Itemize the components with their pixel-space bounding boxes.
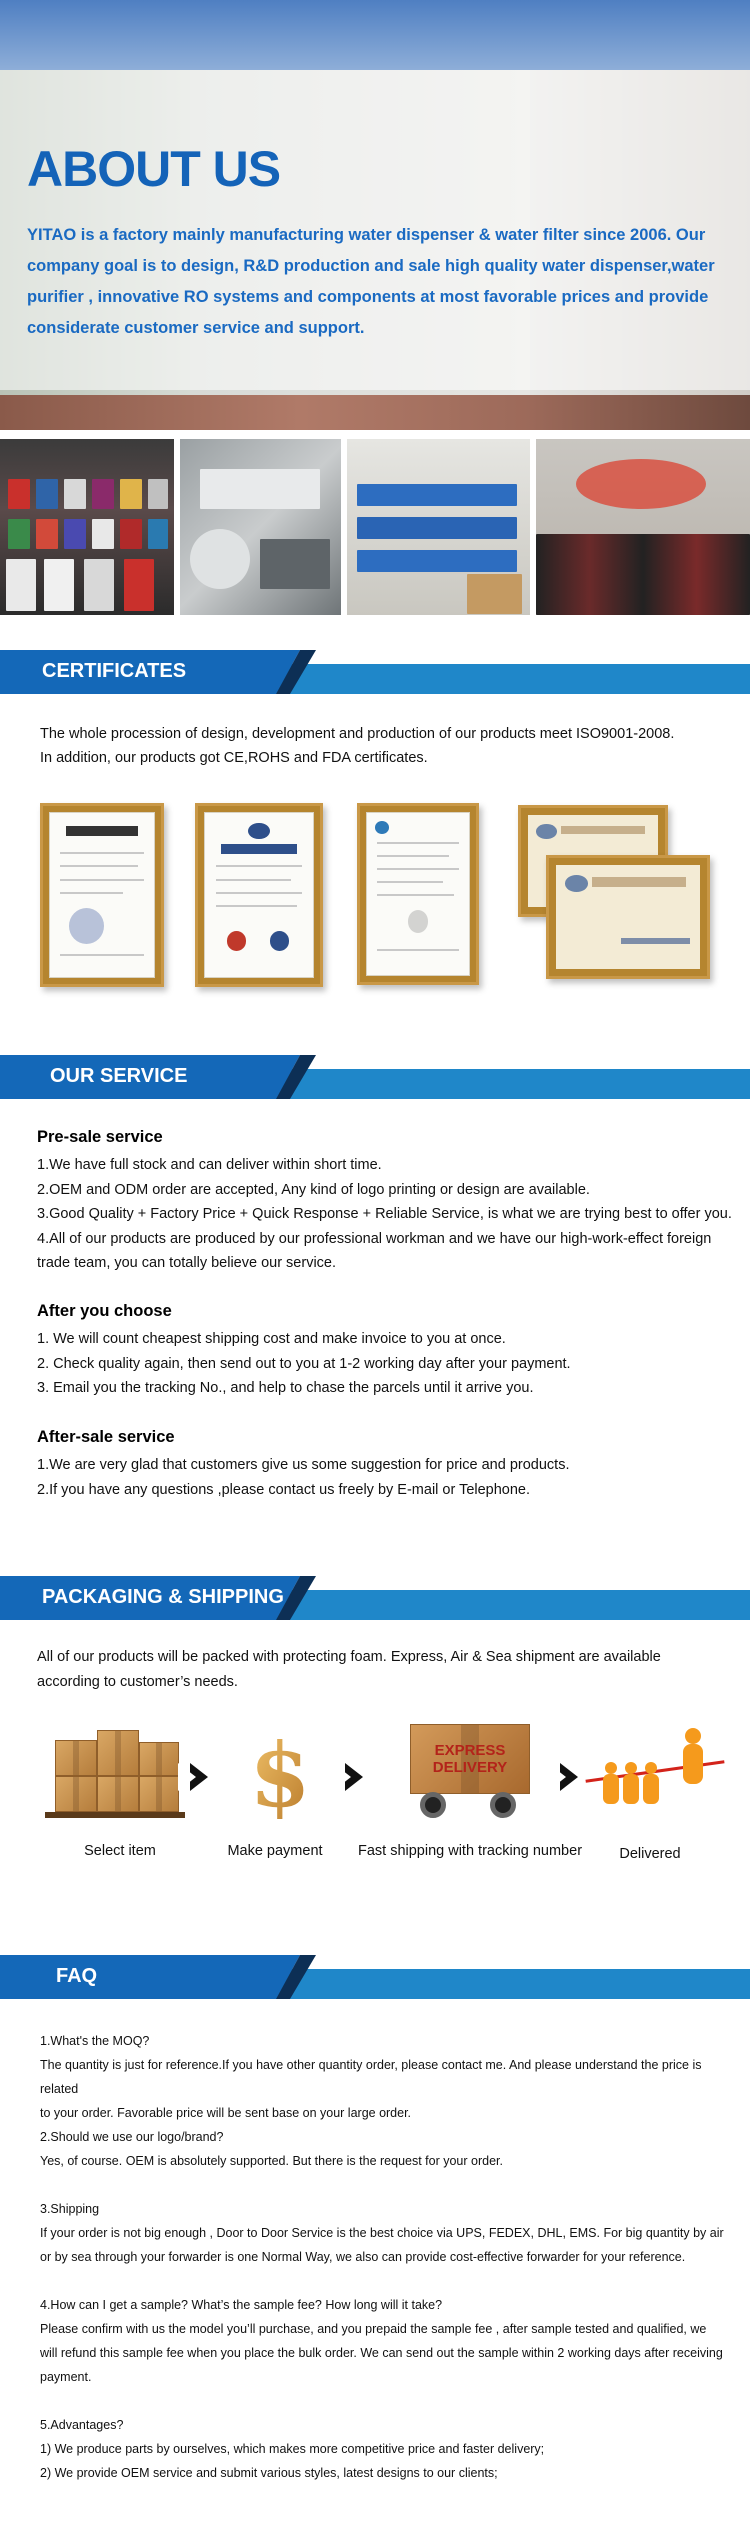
our-service-title: OUR SERVICE bbox=[50, 1065, 188, 1087]
packaging-text bbox=[37, 1645, 717, 1694]
service-line: 2. Check quality again, then send out to you at 1-2 working day after your payment. bbox=[37, 1355, 571, 1372]
about-us-text: YITAO is a factory mainly manufacturing water dispenser & water filter since 2006. Our company goal is to design, R&D production and sale high quality water dispenser,water purifier , innovative RO systems and components at most favorable prices and provide considerate customer service and support. bbox=[27, 226, 715, 337]
team-photo bbox=[536, 439, 750, 615]
membership-certificate-front bbox=[546, 855, 710, 979]
pre-sale-service bbox=[37, 1128, 737, 1276]
service-line: 1.We are very glad that customers give us some suggestion for price and products. bbox=[37, 1457, 570, 1473]
faq-answer: to your order. Favorable price will be sent base on your large order. bbox=[40, 2106, 412, 2120]
step-make-payment: Make payment bbox=[227, 1843, 323, 1859]
assembly-line-photo bbox=[180, 439, 341, 615]
faq-answer: The quantity is just for reference.If you have other quantity order, please contact me. And please understand the price is related bbox=[40, 2058, 702, 2096]
faq-item bbox=[40, 2413, 730, 2485]
service-line: 3. Email you the tracking No., and help to chase the parcels until it arrive you. bbox=[37, 1380, 534, 1396]
faq-answer: 2) We provide OEM service and submit various styles, latest designs to our clients; bbox=[40, 2466, 498, 2480]
service-line: 4.All of our products are produced by our professional workman and we have our high-work-effect foreign bbox=[37, 1230, 712, 1247]
certificates-text bbox=[40, 722, 730, 770]
faq-answer: payment. bbox=[40, 2370, 92, 2384]
our-service-header bbox=[0, 1055, 750, 1099]
faq-item bbox=[40, 2029, 730, 2125]
faq-answer: If your order is not big enough , Door to Door Service is the best choice via UPS, FEDEX, DHL, EMS. For big quantity by air bbox=[40, 2226, 724, 2240]
faq-question: 3.Shipping bbox=[40, 2202, 100, 2216]
pre-sale-heading: Pre-sale service bbox=[37, 1128, 163, 1146]
faq-item bbox=[40, 2197, 730, 2269]
arrow-right-icon bbox=[560, 1763, 578, 1791]
faq-answer: Yes, of course. OEM is absolutely supported. But there is the request for your order. bbox=[40, 2154, 503, 2168]
service-line: 1.We have full stock and can deliver within short time. bbox=[37, 1157, 382, 1173]
faq-item bbox=[40, 2125, 730, 2173]
truck-text-line: EXPRESS bbox=[434, 1742, 506, 1759]
faq-question: 5.Advantages? bbox=[40, 2418, 124, 2432]
packaging-shipping-title: PACKAGING & SHIPPING bbox=[42, 1586, 284, 1608]
certificates-line: The whole procession of design, development and production of our products meet ISO9001-2008. bbox=[40, 726, 675, 742]
delivered-icon bbox=[585, 1722, 725, 1822]
packaging-line: according to customer’s needs. bbox=[37, 1673, 238, 1690]
showroom-photo bbox=[0, 439, 174, 615]
warehouse-photo bbox=[347, 439, 530, 615]
arrow-right-icon bbox=[345, 1763, 363, 1791]
packaging-shipping-header bbox=[0, 1576, 750, 1620]
faq-question: 1.What's the MOQ? bbox=[40, 2034, 150, 2048]
after-sale-service bbox=[37, 1428, 737, 1502]
faq-header bbox=[0, 1955, 750, 1999]
service-line: 1. We will count cheapest shipping cost and make invoice to you at once. bbox=[37, 1331, 506, 1347]
certificates-title: CERTIFICATES bbox=[42, 660, 187, 682]
certificates-line: In addition, our products got CE,ROHS and FDA certificates. bbox=[40, 750, 428, 766]
faq-item bbox=[40, 2293, 730, 2389]
banner-ground bbox=[0, 395, 750, 430]
after-you-choose bbox=[37, 1302, 737, 1401]
service-line: 2.OEM and ODM order are accepted, Any kind of logo printing or design are available. bbox=[37, 1181, 590, 1198]
faq-answer: will refund this sample fee when you place the bulk order. We can send out the sample within 2 working days after receiving bbox=[40, 2346, 723, 2360]
step-select-item: Select item bbox=[84, 1843, 156, 1859]
sky-band bbox=[0, 0, 750, 70]
faq-question: 4.How can I get a sample? What’s the sample fee? How long will it take? bbox=[40, 2298, 443, 2312]
service-line: 3.Good Quality + Factory Price + Quick Response + Reliable Service, is what we are trying best to offer you. bbox=[37, 1206, 732, 1222]
express-delivery-truck-icon bbox=[410, 1724, 540, 1820]
certificates-header bbox=[0, 650, 750, 694]
fda-certificate bbox=[357, 803, 479, 985]
service-line: 2.If you have any questions ,please contact us freely by E-mail or Telephone. bbox=[37, 1481, 531, 1498]
packaging-line: All of our products will be packed with protecting foam. Express, Air & Sea shipment are available bbox=[37, 1649, 661, 1665]
iso-certificate bbox=[195, 803, 323, 987]
dollar-icon bbox=[240, 1728, 320, 1820]
boxes-icon bbox=[45, 1720, 185, 1820]
faq-question: 2.Should we use our logo/brand? bbox=[40, 2130, 224, 2144]
after-you-choose-heading: After you choose bbox=[37, 1302, 172, 1320]
truck-text-line: DELIVERY bbox=[432, 1759, 508, 1776]
about-us-banner bbox=[0, 0, 750, 430]
service-line: trade team, you can totally believe our service. bbox=[37, 1255, 337, 1271]
faq-answer: Please confirm with us the model you’ll purchase, and you prepaid the sample fee , after sample tested and qualified, we bbox=[40, 2322, 707, 2336]
step-delivered: Delivered bbox=[619, 1846, 681, 1862]
about-us-title: ABOUT US bbox=[27, 141, 281, 197]
svg-text:$: $ bbox=[249, 1728, 311, 1820]
faq-title: FAQ bbox=[56, 1965, 98, 1987]
factory-photo-strip bbox=[0, 439, 750, 615]
faq-answer: or by sea through your forwarder is one Normal Way, we also can provide cost-effective forwarder for your reference. bbox=[40, 2250, 686, 2264]
ce-certificate bbox=[40, 803, 164, 987]
after-sale-heading: After-sale service bbox=[37, 1428, 175, 1446]
faq-answer: 1) We produce parts by ourselves, which makes more competitive price and faster delivery; bbox=[40, 2442, 545, 2456]
step-fast-shipping: Fast shipping with tracking number bbox=[357, 1843, 583, 1859]
arrow-right-icon bbox=[190, 1763, 208, 1791]
